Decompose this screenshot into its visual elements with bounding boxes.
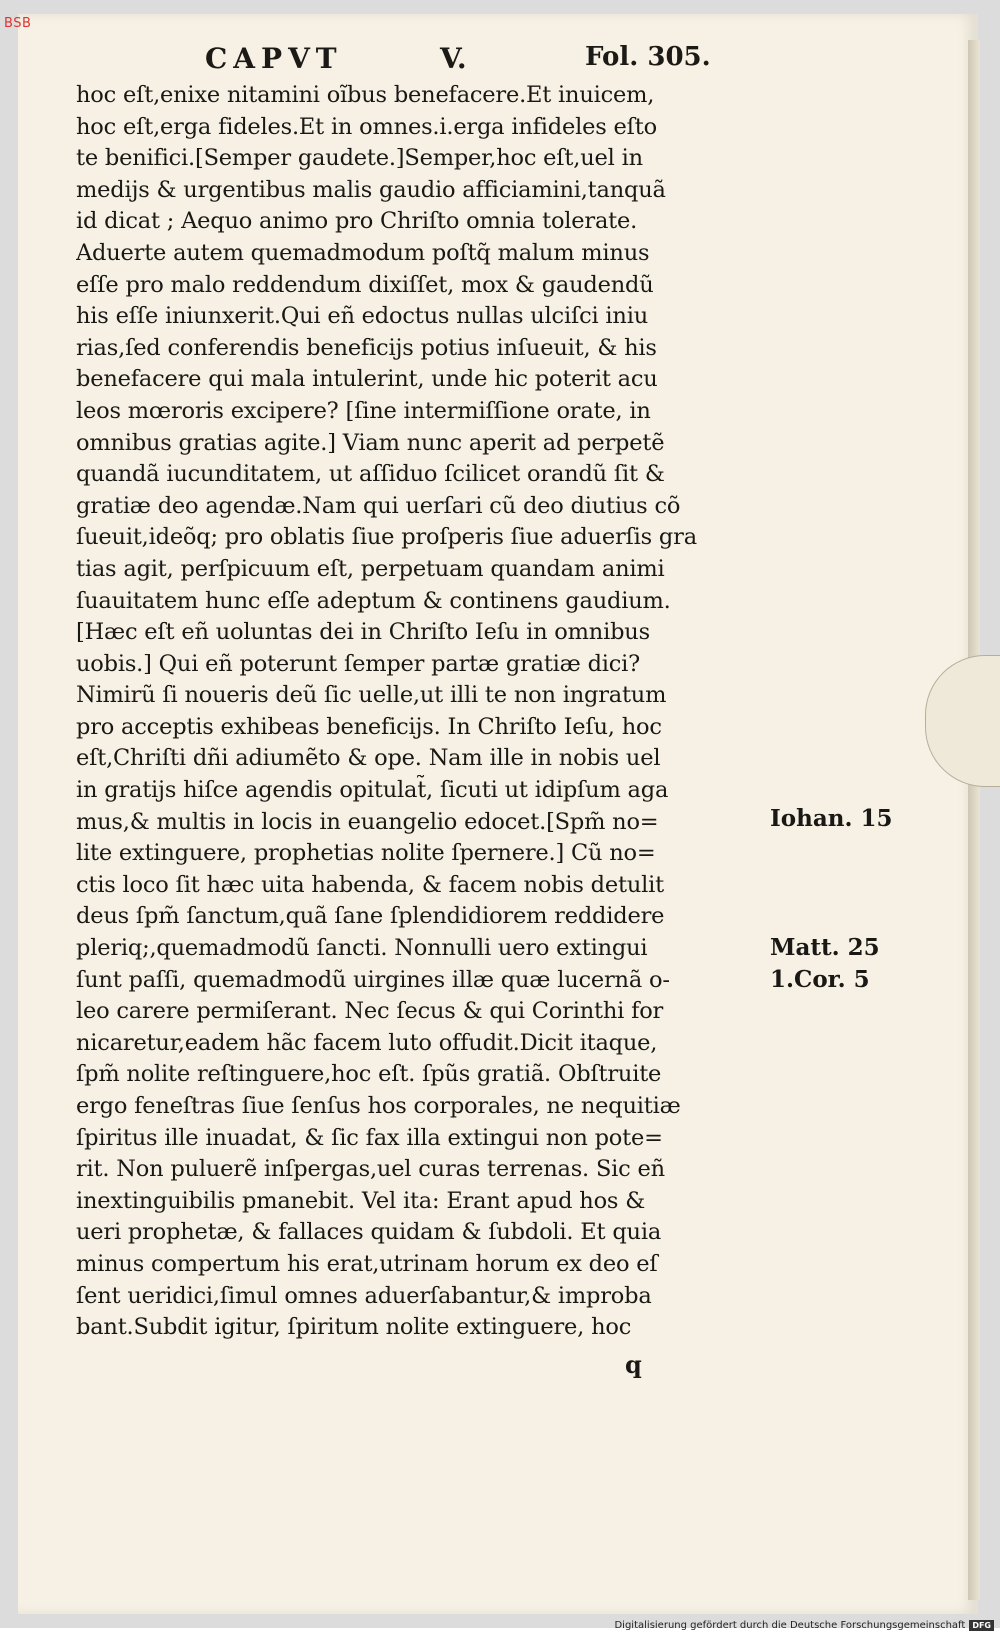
text-line: id dicat ; Aequo animo pro Chriſto omnia tolerate. [76,208,638,235]
text-line: ſpiritus ille inuadat, & ſic fax illa extingui non pote= [76,1124,663,1151]
text-line: eſt,Chriſti dñi adiumẽto & ope. Nam ille in nobis uel [76,745,661,772]
dfg-logo: DFG [969,1620,994,1631]
text-line: Aduerte autem quemadmodum poſtq̃ malum minus [76,239,650,266]
text-line: ctis loco ſit hæc uita habenda, & facem nobis detulit [76,871,664,898]
text-line: gratiæ deo agendæ.Nam qui uerſari cũ deo diutius cõ [76,492,681,519]
catchword: q [625,1350,642,1379]
text-line: medijs & urgentibus malis gaudio afficiamini,tanquã [76,176,666,203]
text-line: omnibus gratias agite.] Viam nunc aperit ad perpetẽ [76,429,665,456]
text-line: lite extinguere, prophetias nolite ſpernere.] Cũ no= [76,840,656,867]
text-line: inextinguibilis pmanebit. Vel ita: Erant apud hos & [76,1187,646,1214]
text-line: his eſſe iniunxerit.Qui eñ edoctus nullas ulciſci iniu [76,303,649,330]
text-line: bant.Subdit igitur, ſpiritum nolite extinguere, hoc [76,1314,632,1341]
text-line: hoc eſt,erga fideles.Et in omnes.i.erga infideles eſto [76,113,657,140]
text-line: benefacere qui mala intulerint, unde hic poterit acu [76,366,658,393]
text-line: quandã iucunditatem, ut aſſiduo ſcilicet orandũ ſit & [76,461,665,488]
text-line: deus ſpm̃ ſanctum,quã ſane ſplendidiorem reddidere [76,903,665,930]
text-line: eſſe pro malo reddendum dixiſſet, mox & gaudendũ [76,271,654,298]
text-line: rias,ſed conferendis beneficijs potius inſueuit, & his [76,334,657,361]
running-head-title: CAPVT [205,42,343,75]
folio-number: Fol. 305. [585,42,711,72]
footer-text: Digitalisierung gefördert durch die Deutsche Forschungsgemeinschaft [614,1620,966,1631]
text-line: ſent ueridici,ſimul omnes aduerſabantur,& improba [76,1282,652,1309]
digitization-footer [614,1620,994,1631]
text-line: ueri prophetæ, & fallaces quidam & ſubdoli. Et quia [76,1219,662,1246]
text-line: pro acceptis exhibeas beneficijs. In Chriſto Ieſu, hoc [76,713,662,740]
text-line: Nimirũ ſi noueris deũ ſic uelle,ut illi te non ingratum [76,682,667,709]
text-line: te benifici.[Semper gaudete.]Semper,hoc eſt,uel in [76,145,643,172]
text-line: hoc eſt,enixe nitamini oĩbus benefacere.Et inuicem, [76,82,655,108]
page-edge [968,40,980,1600]
margin-note-iohan: Iohan. 15 [770,805,893,832]
text-line: minus compertum his erat,utrinam horum ex deo eſ [76,1250,658,1277]
text-line: rit. Non puluerẽ inſpergas,uel curas terrenas. Sic eñ [76,1156,665,1183]
text-line: leos mœroris excipere? [ſine intermiſſione orate, in [76,397,651,424]
text-line: in gratijs hiſce agendis opitulat̃, ſicuti ut idipſum aga [76,777,669,804]
text-line: uobis.] Qui eñ poterunt ſemper partæ gratiæ dici? [76,650,641,677]
text-line: tias agit, perſpicuum eſt, perpetuam quandam animi [76,555,665,582]
margin-note-cor: 1.Cor. 5 [770,966,870,993]
main-text-block [76,80,766,1344]
text-line: ſuauitatem hunc eſſe adeptum & continens gaudium. [76,587,671,614]
running-head [0,42,1000,82]
text-line: nicaretur,eadem hãc facem luto offudit.Dicit itaque, [76,1029,658,1056]
text-line: mus,& multis in locis in euangelio edocet.[Spm̃ no= [76,808,659,835]
library-logo: BSB [4,16,32,31]
text-line: leo carere permiſerant. Nec ſecus & qui Corinthi for [76,998,664,1025]
text-line: ſunt paſſi, quemadmodũ uirgines illæ quæ lucernã o- [76,966,670,993]
text-line: ergo feneſtras ſiue ſenſus hos corporales, ne nequitiæ [76,1093,681,1119]
text-line: [Hæc eſt eñ uoluntas dei in Chriſto Ieſu in omnibus [76,619,650,646]
running-head-chapter: V. [440,42,467,75]
text-line: ſueuit,ideõq; pro oblatis ſiue proſperis ſiue aduerſis gra [76,524,697,551]
margin-note-matt: Matt. 25 [770,934,880,961]
text-line: ſpm̃ nolite reſtinguere,hoc eſt. ſpũs gratiã. Obſtruite [76,1061,662,1088]
text-line: pleriq;,quemadmodũ ſancti. Nonnulli uero extingui [76,935,648,962]
